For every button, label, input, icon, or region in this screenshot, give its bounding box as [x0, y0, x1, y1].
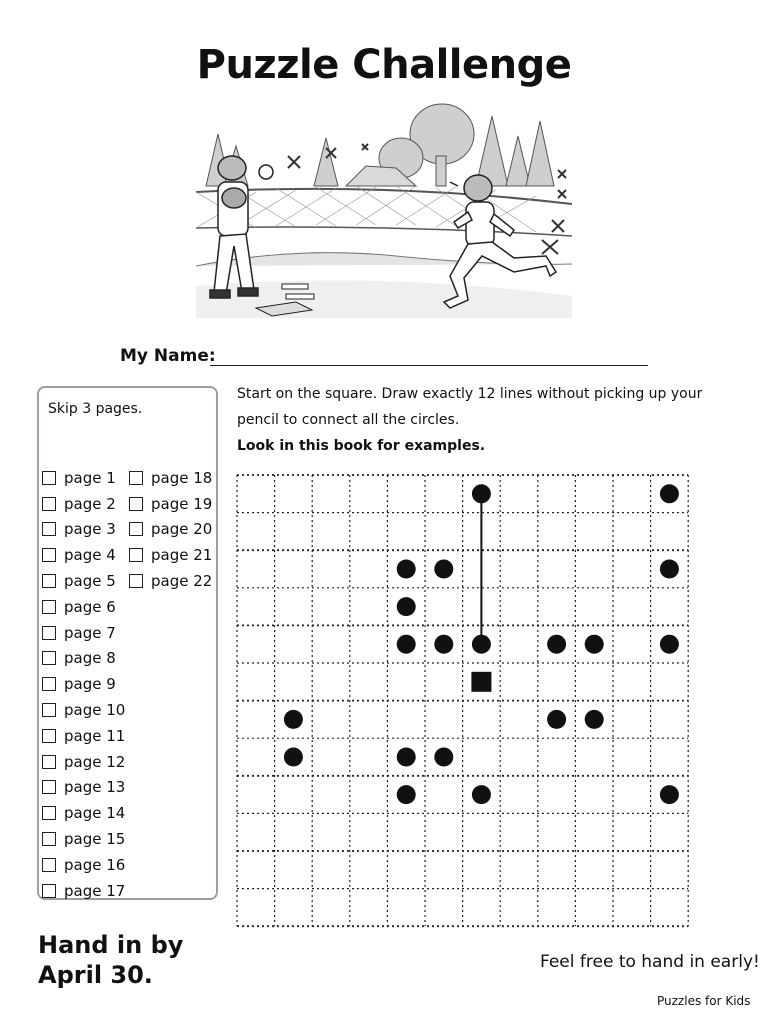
puzzle-circle	[660, 785, 679, 804]
puzzle-circle	[472, 484, 491, 503]
puzzle-circle	[660, 560, 679, 579]
puzzle-circle	[397, 560, 416, 579]
checkbox[interactable]	[42, 574, 56, 588]
checklist-item[interactable]	[42, 775, 125, 801]
checklist-item-label: page 13	[64, 778, 126, 797]
checklist-item[interactable]	[129, 568, 212, 594]
puzzle-circle	[284, 710, 303, 729]
early-note: Feel free to hand in early!	[540, 952, 760, 972]
dot-puzzle-grid[interactable]	[236, 474, 690, 942]
checklist-item-label: page 12	[64, 752, 126, 771]
checkbox[interactable]	[129, 471, 143, 485]
baseball-illustration	[196, 96, 572, 318]
checkbox[interactable]	[42, 832, 56, 846]
checklist-item-label: page 2	[64, 494, 116, 513]
puzzle-circle	[434, 560, 453, 579]
start-square	[471, 672, 491, 692]
checkbox[interactable]	[42, 703, 56, 717]
checkbox[interactable]	[129, 497, 143, 511]
checklist-item[interactable]	[129, 465, 212, 491]
checklist-item[interactable]	[129, 517, 212, 543]
page-title: Puzzle Challenge	[196, 42, 572, 88]
checklist-item-label: page 14	[64, 804, 126, 823]
checklist-item[interactable]	[42, 491, 125, 517]
puzzle-circle	[585, 635, 604, 654]
checklist-item[interactable]	[129, 491, 212, 517]
checklist-item[interactable]	[42, 749, 125, 775]
credit-text: Puzzles for Kids	[657, 994, 751, 1008]
checklist-item-label: page 11	[64, 726, 126, 745]
puzzle-circle	[434, 748, 453, 767]
puzzle-circle	[547, 710, 566, 729]
checklist-item-label: page 22	[151, 572, 213, 591]
checklist-item-label: page 9	[64, 675, 116, 694]
checklist-item[interactable]	[42, 542, 125, 568]
checkbox[interactable]	[129, 548, 143, 562]
checklist-item[interactable]	[42, 723, 125, 749]
checklist-column-1	[42, 465, 125, 904]
checklist-item-label: page 3	[64, 520, 116, 539]
instruction-hint: Look in this book for examples.	[237, 438, 486, 454]
name-write-line[interactable]	[210, 365, 648, 366]
checkbox[interactable]	[42, 729, 56, 743]
checkbox[interactable]	[129, 522, 143, 536]
checklist-item[interactable]	[42, 465, 125, 491]
puzzle-circle	[284, 748, 303, 767]
checklist-column-2	[129, 465, 212, 594]
checklist-item[interactable]	[42, 620, 125, 646]
checklist-item-label: page 17	[64, 881, 126, 900]
puzzle-circle	[434, 635, 453, 654]
puzzle-circle	[397, 785, 416, 804]
checklist-item[interactable]	[129, 542, 212, 568]
puzzle-instructions	[237, 381, 737, 459]
checklist-item[interactable]	[42, 646, 125, 672]
checklist-item-label: page 15	[64, 830, 126, 849]
checklist-item-label: page 18	[151, 468, 213, 487]
checkbox[interactable]	[42, 780, 56, 794]
checklist-item[interactable]	[42, 826, 125, 852]
checklist-item-label: page 4	[64, 546, 116, 565]
checklist-item[interactable]	[42, 852, 125, 878]
checklist-item[interactable]	[42, 671, 125, 697]
checklist-item-label: page 19	[151, 494, 213, 513]
checkbox[interactable]	[42, 600, 56, 614]
checklist-item-label: page 5	[64, 572, 116, 591]
puzzle-circle	[660, 635, 679, 654]
checklist-item-label: page 1	[64, 468, 116, 487]
puzzle-circle	[472, 635, 491, 654]
checkbox[interactable]	[42, 548, 56, 562]
checklist-item[interactable]	[42, 594, 125, 620]
name-label: My Name:	[120, 346, 216, 366]
checklist-item-label: page 21	[151, 546, 213, 565]
checkbox[interactable]	[42, 651, 56, 665]
checkbox[interactable]	[42, 806, 56, 820]
checklist-item-label: page 8	[64, 649, 116, 668]
checkbox[interactable]	[42, 522, 56, 536]
puzzle-circle	[660, 484, 679, 503]
checkbox[interactable]	[42, 884, 56, 898]
checklist-item[interactable]	[42, 517, 125, 543]
checkbox[interactable]	[42, 471, 56, 485]
checklist-item-label: page 16	[64, 855, 126, 874]
puzzle-circle	[547, 635, 566, 654]
checkbox[interactable]	[129, 574, 143, 588]
page-checklist-panel	[37, 386, 218, 900]
checkbox[interactable]	[42, 626, 56, 640]
puzzle-circle	[397, 748, 416, 767]
checklist-item[interactable]	[42, 800, 125, 826]
instruction-text: Start on the square. Draw exactly 12 lines without picking up your pencil to connect all the circles.	[237, 386, 703, 428]
checklist-item[interactable]	[42, 878, 125, 904]
due-date: Hand in by April 30.	[38, 931, 184, 989]
puzzle-circle	[397, 597, 416, 616]
checkbox[interactable]	[42, 677, 56, 691]
checkbox[interactable]	[42, 858, 56, 872]
checklist-item[interactable]	[42, 697, 125, 723]
puzzle-circle	[397, 635, 416, 654]
checkbox[interactable]	[42, 497, 56, 511]
checklist-item-label: page 10	[64, 701, 126, 720]
checklist-item-label: page 6	[64, 597, 116, 616]
checkbox[interactable]	[42, 755, 56, 769]
puzzle-circle	[585, 710, 604, 729]
puzzle-circle	[472, 785, 491, 804]
checklist-item[interactable]	[42, 568, 125, 594]
checklist-item-label: page 20	[151, 520, 213, 539]
checklist-item-label: page 7	[64, 623, 116, 642]
skip-instruction: Skip 3 pages.	[48, 401, 143, 417]
